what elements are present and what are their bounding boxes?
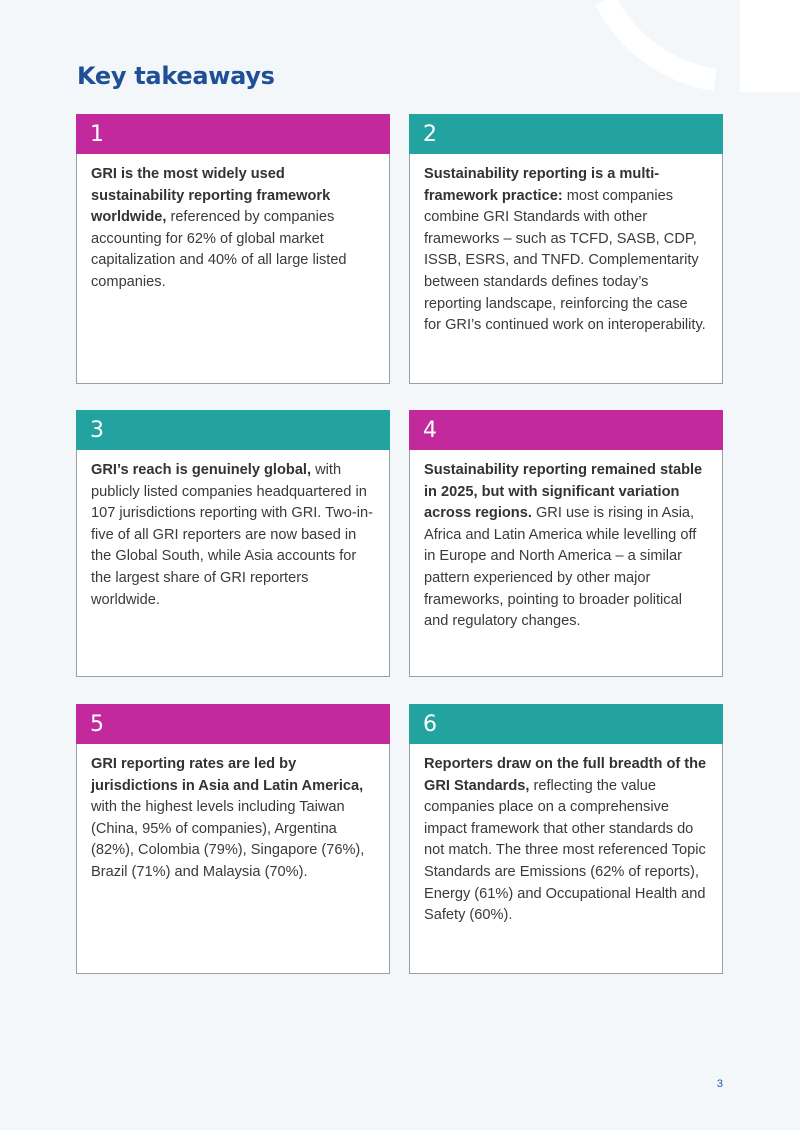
card-body-text: referenced by companies accounting for 62% of global market capitalization and 40% of all large listed companies. — [91, 209, 347, 290]
decorative-arcs — [590, 0, 800, 100]
card-text — [410, 154, 722, 337]
card-bold-lead: Sustainability reporting is a multi-framework practice: — [424, 166, 660, 204]
takeaway-card-1 — [76, 114, 390, 384]
card-body-text: most companies combine GRI Standards with other frameworks – such as TCFD, SASB, CDP, ISSB, ESRS, and TNFD. Complementarity between standards defines today’s reporting landscape, reinforcing the case for GRI’s continued work on interoperability. — [424, 187, 706, 334]
card-number-header: 6 — [409, 704, 723, 744]
card-bold-lead: GRI is the most widely used sustainability reporting framework worldwide, — [91, 166, 331, 226]
card-body-text: reflecting the value companies place on a comprehensive impact framework that other standards do not match. The three most referenced Topic Standards are Emissions (62% of reports), Energy (61%) and Occupational Health and Safety (60%). — [424, 777, 706, 924]
card-bold-lead: GRI’s reach is genuinely global, — [91, 462, 312, 478]
card-number-header: 1 — [76, 114, 390, 154]
card-bold-lead: Reporters draw on the full breadth of the GRI Standards, — [424, 756, 707, 794]
card-text — [410, 450, 722, 633]
takeaway-card-2 — [409, 114, 723, 384]
takeaway-card-6 — [409, 704, 723, 974]
card-number-header: 4 — [409, 410, 723, 450]
card-number-header: 3 — [76, 410, 390, 450]
card-body-text: with the highest levels including Taiwan (China, 95% of companies), Argentina (82%), Colombia (79%), Singapore (76%), Brazil (71%) and Malaysia (70%). — [91, 799, 365, 880]
card-text — [77, 744, 389, 884]
card-body-text: with publicly listed companies headquartered in 107 jurisdictions reporting with GRI. Two-in-five of all GRI reporters are now based in the Global South, while Asia accounts for the largest share of GRI reporters worldwide. — [91, 462, 373, 608]
card-bold-lead: Sustainability reporting remained stable in 2025, but with significant variation across regions. — [424, 462, 703, 522]
page-number: 3 — [716, 1078, 723, 1090]
card-text — [410, 744, 722, 927]
card-bold-lead: GRI reporting rates are led by jurisdictions in Asia and Latin America, — [91, 756, 364, 794]
takeaway-card-3 — [76, 410, 390, 677]
takeaway-card-5 — [76, 704, 390, 974]
card-text — [77, 450, 389, 611]
card-number-header: 2 — [409, 114, 723, 154]
card-body-text: GRI use is rising in Asia, Africa and Latin America while levelling off in Europe and North America – a similar pattern experienced by other major frameworks, pointing to broader political and regulatory changes. — [424, 505, 697, 630]
card-number-header: 5 — [76, 704, 390, 744]
card-text — [77, 154, 389, 294]
page-title: Key takeaways — [77, 62, 275, 90]
takeaway-card-4 — [409, 410, 723, 677]
